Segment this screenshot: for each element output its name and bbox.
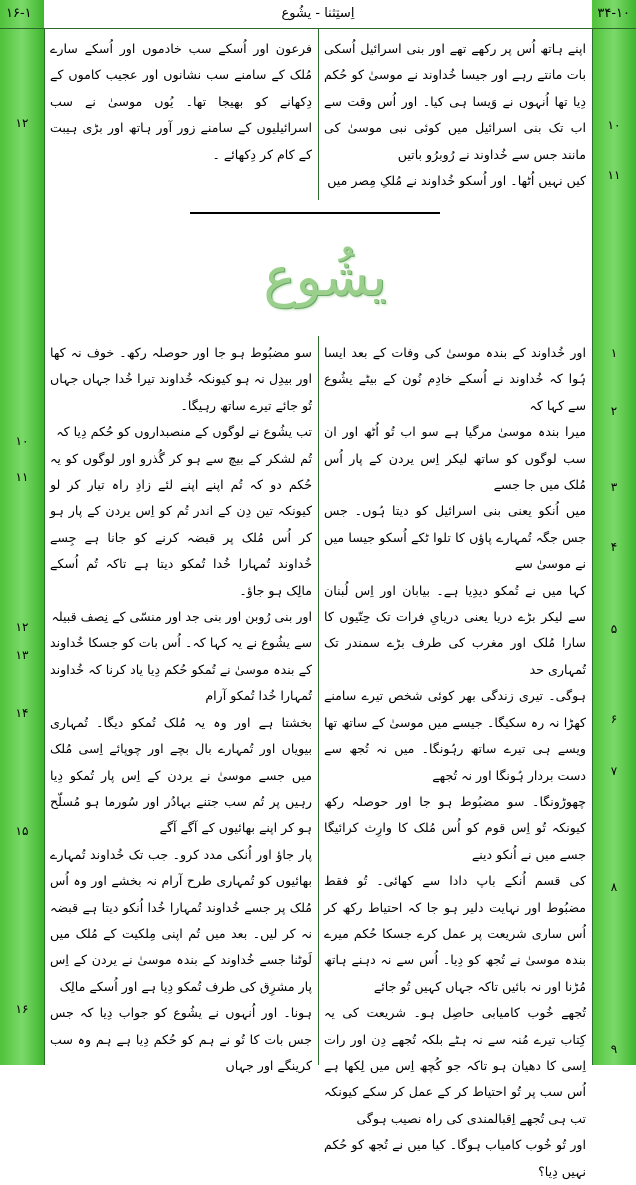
verse-number: ۲ <box>610 404 618 418</box>
book-title: یشُوع <box>263 245 387 308</box>
verse-text: میرا بندہ موسیٰ مرگیا ہے سو اب تُو اُٹھ اور ان سب لوگوں کو ساتھ لیکر اِس یردن کے پار اُس مُلک میں جا جسے <box>324 424 586 493</box>
verse-text: تُم لشکر کے بیچ سے ہو کر گُذرو اور لوگوں کو یہ حُکم دو کہ تُم اپنے اپنے لئے زادِ راہ تیار کر لو کیونکہ تین دِن کے اندر تُم کو اِس یردن کے پار ہو کر اُس مُلک پر قبضہ کرنے کو جانا ہے جِسے خُداوند تُمہارا خُدا تُمکو دیتا ہے تاکہ تُم اُسکے مالِک ہو جاؤ۔ <box>50 450 312 598</box>
verse-number: ۱ <box>610 346 618 360</box>
page-range-right: ۳۴-۱۰ <box>597 6 630 21</box>
verse-text: سو مضبُوط ہو جا اور حوصلہ رکھ۔ خوف نہ کھا اور بیدِل نہ ہو کیونکہ خُداوند تیرا خُدا جہاں جہاں تُو جائے تیرے ساتھ رہیگا۔ <box>50 345 312 413</box>
verse-text: پار جاؤ اور اُنکی مدد کرو۔ جب تک خُداوند تُمہارے بھائیوں کو تُمہاری طرح آرام نہ بخشے اور وہ اُس مُلک پر جسے خُداوند تُمہارا خُدا اُنکو دیتا ہے قبضہ نہ کر لیں۔ بعد میں تُم اپنی مِلکیت کے مُلک میں لَوٹنا جسے خُداوند کے بندہ موسیٰ نے یردن کے اِس پار مشرِق کی طرف تُمکو دِیا ہے اور اُسکے مالِک <box>50 846 312 994</box>
verse-number: ۱۱ <box>607 168 621 182</box>
verse-text: اور تُو خُوب کامیاب ہوگا۔ کیا میں نے تُجھ کو حُکم نہیں دِیا؟ <box>324 1137 586 1179</box>
left-margin-bar <box>0 0 44 1065</box>
verse-text: سے یشُوع نے یہ کہا کہ۔ اُس بات کو جسکا خُداوند کے بندہ موسیٰ نے تُمکو حُکم دِیا یاد کرنا کہ خُداوند تُمہارا خُدا تُمکو آرام <box>50 635 312 704</box>
verse-number: ۹ <box>610 1042 618 1056</box>
verse-text: کیں نہیں اُٹھا۔ اور اُسکو خُداوند نے مُلکِ مِصر میں <box>327 173 586 189</box>
left-column <box>50 340 312 1079</box>
verse-text: کی قسم اُنکے باپ دادا سے کھائی۔ تُو فقط مضبُوط اور نہایت دلیر ہو جا کہ احتیاط رکھ کر اُس ساری شریعت پر عمل کرے جسکا حُکم میرے بندہ موسیٰ نے تُجھ کو دِیا۔ اُس سے نہ دہنے ہاتھ مُڑنا اور نہ بائیں تاکہ جہاں کہیں تُو جائے <box>324 873 586 994</box>
verse-text: تب یشُوع نے لوگوں کے منصبداروں کو حُکم دِیا کہ <box>56 424 312 440</box>
verse-text: ہوگی۔ تیری زندگی بھر کوئی شخص تیرے سامنے کھڑا نہ رہ سکیگا۔ جیسے میں موسیٰ کے ساتھ تھا ویسے ہی تیرے ساتھ رہُونگا۔ میں نہ تُجھ سے دست بردار ہُونگا اور نہ تُجھے <box>324 688 586 783</box>
verse-number: ۱۰ <box>607 118 621 132</box>
page-range-left: ۱۶-۱ <box>6 6 32 21</box>
verse-number: ۵ <box>610 622 618 636</box>
verse-number: ۱۲ <box>15 116 29 130</box>
left-border <box>44 28 45 1065</box>
bottom-column-divider <box>318 336 319 1065</box>
top-left-column <box>50 36 312 168</box>
verse-number: ۸ <box>610 880 618 894</box>
verse-number: ۱۱ <box>15 470 29 484</box>
verse-number: ۱۲ <box>15 620 29 634</box>
verse-text: ہونا۔ اور اُنہوں نے یشُوع کو جواب دِیا کہ جس جس بات کا تُو نے ہم کو حُکم دِیا ہے ہم وہ سب کرینگے اور جہاں <box>50 1005 312 1073</box>
verse-number: ۱۳ <box>15 648 29 662</box>
right-margin-bar <box>592 0 636 1065</box>
verse-text: تُجھے خُوب کامیابی حاصِل ہو۔ شریعت کی یہ کِتاب تیرے مُنہ سے نہ ہٹے بلکہ تُجھے دِن اور رات اِسی کا دھیان ہو تاکہ جو کُچھ اِس میں لِکھا ہے اُس سب پر تُو احتیاط کر کے عمل کر سکے کیونکہ تب ہی تُجھے اِقبالمندی کی راہ نصیب ہوگی <box>324 1005 586 1126</box>
verse-text: چھوڑونگا۔ سو مضبُوط ہو جا اور حوصلہ رکھ کیونکہ تُو اِس قوم کو اُس مُلک کا وارِث کرائیگا جسے میں نے اُنکو دینے <box>324 793 586 862</box>
verse-number: ۳ <box>610 480 618 494</box>
verse-number: ۱۶ <box>15 1002 29 1016</box>
verse-number: ۶ <box>610 712 618 726</box>
verse-number: ۴ <box>610 540 618 554</box>
running-title: اِستِثنا - یشُوع <box>281 6 355 21</box>
verse-number: ۱۵ <box>15 824 29 838</box>
verse-text: فرعون اور اُسکے سب خادموں اور اُسکے سارے مُلک کے سامنے سب نشانوں اور عجیب کاموں کے دِکھانے کو بھیجا تھا۔ یُوں موسیٰ نے سب اسرائیلیوں کے سامنے زور آور ہاتھ اور بڑی ہیبت کے کام کر دِکھائے ۔ <box>50 41 312 162</box>
verse-text: بخشتا ہے اور وہ یہ مُلک تُمکو دیگا۔ تُمہاری بیویاں اور تُمہارے بال بچے اور چوپائے اِسی مُلک میں جسے موسیٰ نے یردن کے اِس پار تُمکو دِیا رہیں پر تُم سب جتنے بہادُر اور سُورما ہو مُسلّح ہو کر اپنے بھائیوں کے آگے آگے <box>50 714 312 836</box>
verse-text: اور خُداوند کے بندہ موسیٰ کی وفات کے بعد ایسا ہُوا کہ خُداوند نے اُسکے خادِم نُون کے بیٹے یشُوع سے کہا کہ <box>324 345 586 413</box>
verse-text: اور بنی رُوبن اور بنی جد اور منسّی کے نِصف قبیلہ <box>51 609 312 625</box>
verse-number: ۱۴ <box>15 706 29 720</box>
right-column <box>324 340 586 1185</box>
verse-text: کہا میں نے تُمکو دیدِیا ہے۔ بیابان اور اِس لُبنان سے لیکر بڑے دریا یعنی دریایِ فرات تک حِتّیوں کا سارا مُلک اور مغرب کی طرف بڑے سمندر تک تُمہاری حد <box>324 582 586 677</box>
verse-text: میں اُنکو یعنی بنی اسرائیل کو دیتا ہُوں۔ جس جس جگہ تُمہارے پاؤں کا تلوا ٹکے اُسکو جیسا میں نے موسیٰ سے <box>324 503 586 572</box>
right-border <box>592 28 593 1065</box>
top-right-column <box>324 36 586 194</box>
verse-text: اپنے ہاتھ اُس پر رکھے تھے اور بنی اسرائیل اُسکی بات مانتے رہے اور جیسا خُداوند نے موسیٰ کو حُکم دِیا تھا اُنہوں نے وَیسا ہی کیا۔ اور اُس وقت سے اب تک بنی اسرائیل میں کوئی نبی موسیٰ کی مانند جس سے خُداوند نے رُوبرُو باتیں <box>324 41 586 162</box>
section-rule <box>190 212 440 214</box>
verse-number: ۷ <box>610 764 618 778</box>
top-column-divider <box>318 28 319 200</box>
verse-number: ۱۰ <box>15 434 29 448</box>
